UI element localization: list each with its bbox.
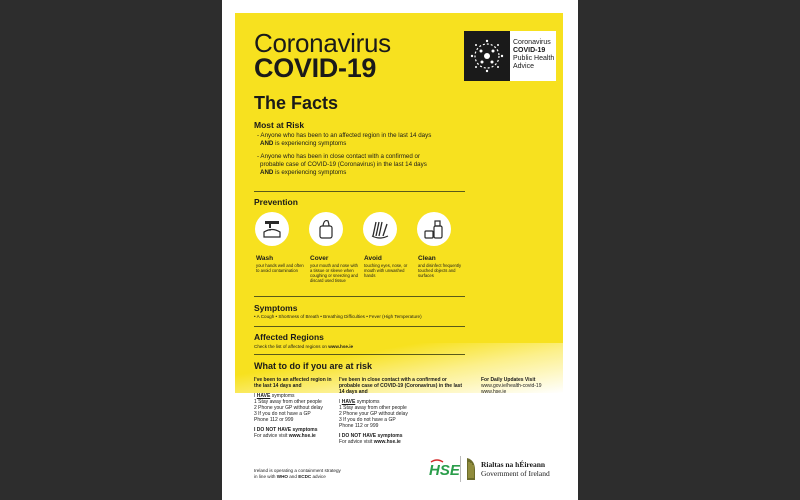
- col2-advice: For advice visit www.hse.ie: [339, 439, 401, 445]
- poster-title-line2: COVID-19: [254, 53, 377, 83]
- divider: [254, 296, 465, 297]
- risk-item-1-line1: - Anyone who has been to an affected region in the last 14 days: [257, 132, 432, 139]
- col1-not-heading: I DO NOT HAVE symptoms: [254, 427, 318, 433]
- prevention-label-avoid: Avoid: [364, 255, 382, 262]
- divider: [254, 191, 465, 192]
- logo-text-4: Advice: [513, 63, 535, 70]
- prevention-desc-cover: your mouth and nose with a tissue or sleeve when coughing or sneezing and discard used tissue: [310, 263, 358, 283]
- prevention-label-clean: Clean: [418, 255, 436, 262]
- symptoms-list: • A Cough • Shortness of Breath • Breathing Difficulties • Fever (High Temperature): [254, 314, 422, 319]
- at-risk-column-3: [481, 377, 559, 395]
- risk-item-2-and: AND: [260, 169, 274, 176]
- hand-wash-icon: [255, 212, 289, 246]
- col3-title: For Daily Updates Visit: [481, 377, 536, 383]
- prevention-desc-clean: and disinfect frequently touched objects and surfaces: [418, 263, 462, 278]
- col1-step: 2 Phone your GP without delay: [254, 405, 323, 411]
- col1-step: 3 If you do not have a GP: [254, 411, 311, 417]
- col2-step: 3 If you do not have a GP: [339, 417, 396, 423]
- gov-name-english: Government of Ireland: [481, 469, 550, 478]
- risk-item-2-line3: [260, 169, 346, 177]
- prevention-label-wash: Wash: [256, 255, 274, 262]
- gov-link[interactable]: www.gov.ie/health-covid-19: [481, 383, 542, 389]
- col1-step: 1 Stay away from other people: [254, 399, 322, 405]
- virus-icon: [464, 31, 510, 81]
- at-risk-column-2: [339, 377, 467, 445]
- risk-item-1-line2: [260, 140, 346, 148]
- divider: [254, 326, 465, 327]
- col2-have-heading: I HAVE symptoms: [339, 399, 380, 405]
- hse-link[interactable]: www.hse.ie: [481, 389, 507, 395]
- risk-item-2-line1: - Anyone who has been in close contact with a confirmed or: [257, 153, 421, 160]
- logo-divider: [460, 456, 461, 482]
- affected-regions-heading: Affected Regions: [254, 332, 324, 342]
- prevention-heading: Prevention: [254, 197, 298, 207]
- affected-regions-prefix: Check the list of affected regions on: [254, 344, 329, 349]
- col2-not-heading: I DO NOT HAVE symptoms: [339, 433, 403, 439]
- public-health-logo: [464, 31, 556, 81]
- col1-have-heading: I HAVE symptoms: [254, 393, 295, 399]
- col1-step: Phone 112 or 999: [254, 417, 294, 423]
- risk-item-2-line2: probable case of COVID-19 (Coronavirus) in the last 14 days: [260, 161, 427, 168]
- risk-item-1-and: AND: [260, 140, 274, 147]
- col2-title: I've been in close contact with a confirmed or probable case of COVID-19 (Coronavirus) in the last 14 days and: [339, 377, 463, 395]
- col1-title: I've been to an affected region in the last 14 days and: [254, 377, 332, 389]
- hse-link[interactable]: www.hse.ie: [288, 433, 316, 439]
- symptoms-heading: Symptoms: [254, 303, 298, 313]
- at-risk-heading: What to do if you are at risk: [254, 361, 373, 371]
- harp-icon: [465, 456, 477, 487]
- hse-link[interactable]: www.hse.ie: [373, 439, 401, 445]
- logo-text-3: Public Health: [513, 55, 555, 62]
- col2-step: 1 Stay away from other people: [339, 405, 407, 411]
- containment-note-line1: Ireland is operating a containment strategy: [254, 468, 341, 473]
- svg-text:HSE: HSE: [429, 462, 460, 479]
- covid-poster: [235, 13, 563, 485]
- logo-text-2: COVID-19: [513, 47, 546, 54]
- affected-regions-text: [254, 344, 353, 350]
- gov-name-irish: Rialtas na hÉireann: [481, 460, 546, 469]
- hse-logo: [428, 458, 460, 485]
- col1-advice: For advice visit www.hse.ie: [254, 433, 316, 439]
- containment-note-line2: in line with WHO and ECDC advice: [254, 474, 326, 479]
- most-at-risk-heading: Most at Risk: [254, 120, 305, 130]
- poster-title-line1: Coronavirus: [254, 28, 391, 58]
- logo-text-1: Coronavirus: [513, 39, 551, 46]
- col2-step: 2 Phone your GP without delay: [339, 411, 408, 417]
- hse-link[interactable]: www.hse.ie: [328, 344, 354, 349]
- prevention-desc-wash: your hands well and often to avoid contamination: [256, 263, 304, 273]
- risk-item-1-rest: is experiencing symptoms: [273, 140, 347, 147]
- at-risk-column-1: [254, 377, 334, 439]
- tissue-icon: [309, 212, 343, 246]
- col2-step: Phone 112 or 999: [339, 423, 379, 429]
- poster-subtitle: The Facts: [254, 93, 339, 113]
- prevention-desc-avoid: touching eyes, nose, or mouth with unwashed hands: [364, 263, 408, 278]
- divider: [254, 354, 465, 355]
- prevention-label-cover: Cover: [310, 255, 329, 262]
- spray-bottle-icon: [417, 212, 451, 246]
- hands-icon: [363, 212, 397, 246]
- risk-item-2-rest: is experiencing symptoms: [273, 169, 347, 176]
